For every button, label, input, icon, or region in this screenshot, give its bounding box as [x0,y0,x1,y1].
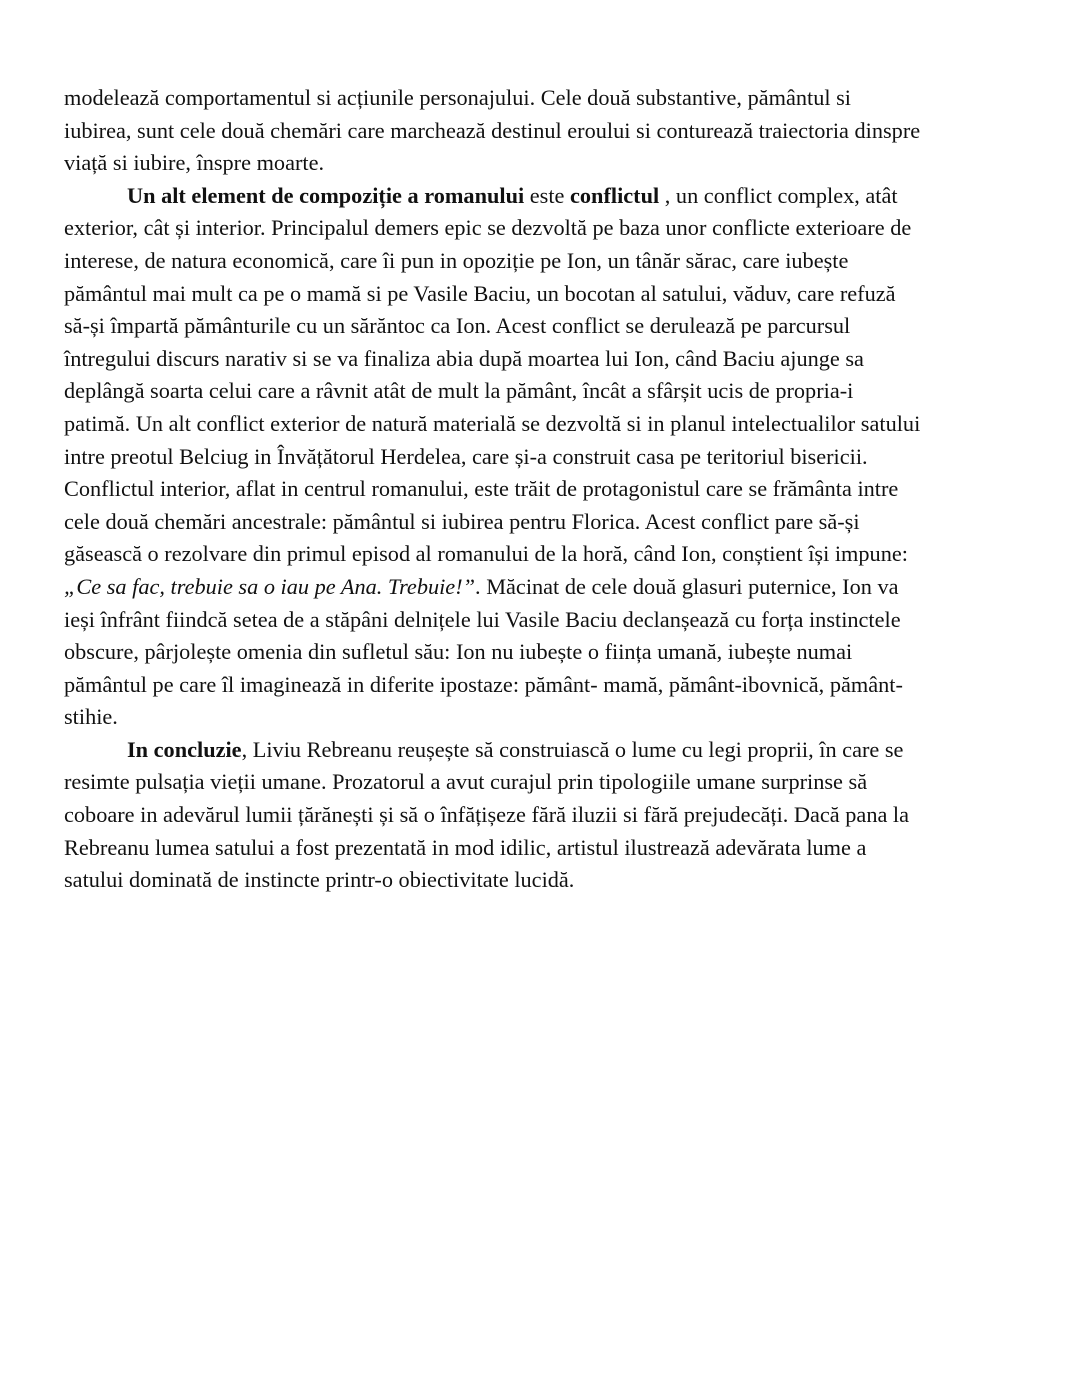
text-line: exterior, cât și interior. Principalul demers epic se dezvoltă pe baza unor conflicte exterioare de [64,215,912,241]
text-line: pământul mai mult ca pe o mamă si pe Vasile Baciu, un bocotan al satului, văduv, care refuză [64,280,896,306]
text-line: să-și împartă pământurile cu un sărăntoc ca Ion. Acest conflict se derulează pe parcursul [64,313,851,339]
bold-phrase: In concluzie [127,736,242,762]
paragraph-3 [64,734,1020,897]
bold-phrase: conflictul [570,182,660,208]
text-line: intre preotul Belciug in Învățătorul Herdelea, care și-a construit casa pe teritoriul bisericii. [64,443,868,469]
text-line: deplângă soarta celui care a râvnit atât de mult la pământ, încât a sfârșit ucis de propria-i [64,378,854,404]
text-line: iubirea, sunt cele două chemări care marchează destinul eroului si conturează traiectoria dinspre [64,117,921,143]
text-line: modelează comportamentul si acțiunile personajului. Cele două substantive, pământul si [64,85,851,110]
text-span: este [524,182,571,208]
paragraph-1 [64,82,1020,180]
text-line: ieși înfrânt fiindcă setea de a stăpâni delnițele lui Vasile Baciu declanșează cu forța instinctele [64,606,901,632]
text-line: coboare in adevărul lumii țărănești și să o înfățișeze fără iluzii si fără prejudecăți. Dacă pana la [64,802,910,828]
text-line: găsească o rezolvare din primul episod al romanului de la horă, când Ion, conștient își impune: [64,541,908,567]
text-line: Rebreanu lumea satului a fost prezentată in mod idilic, artistul ilustrează adevărata lume a [64,834,867,860]
text-span: , Liviu Rebreanu reușește să construiască o lume cu legi proprii, în care se [241,736,904,762]
bold-phrase: Un alt element de compoziție a romanului [127,182,525,208]
text-line [64,734,1020,767]
text-line: întregului discurs narativ si se va finaliza abia după moartea lui Ion, când Baciu ajunge sa [64,345,864,371]
paragraph-2 [64,180,1020,734]
text-line: patimă. Un alt conflict exterior de natură materială se dezvoltă si in planul intelectualilor satului [64,410,921,436]
text-line [64,571,1020,604]
text-line: cele două chemări ancestrale: pământul si iubirea pentru Florica. Acest conflict pare să-și [64,508,860,534]
text-line: Conflictul interior, aflat in centrul romanului, este trăit de protagonistul care se frământa intre [64,476,899,502]
text-line: obscure, pârjolește omenia din sufletul său: Ion nu iubește o ființa umană, iubește numai [64,639,853,665]
text-line: stihie. [64,704,118,730]
text-span: , un conflict complex, atât [659,182,898,208]
document-page [64,82,1020,897]
quote-italic: „Ce sa fac, trebuie sa o iau pe Ana. Trebuie!” [64,573,476,599]
text-line: interese, de natura economică, care îi pun in opoziție pe Ion, un tânăr sărac, care iubește [64,247,849,273]
text-line: viață si iubire, înspre moarte. [64,150,325,176]
text-span: . Măcinat de cele două glasuri puternice, Ion va [475,573,899,599]
text-line: resimte pulsația vieții umane. Prozatorul a avut curajul prin tipologiile umane surprinse să [64,769,868,795]
text-line: pământul pe care îl imaginează in diferite ipostaze: pământ- mamă, pământ-ibovnică, pământ- [64,671,903,697]
text-line: satului dominată de instincte printr-o obiectivitate lucidă. [64,867,575,893]
text-line [64,180,1020,213]
